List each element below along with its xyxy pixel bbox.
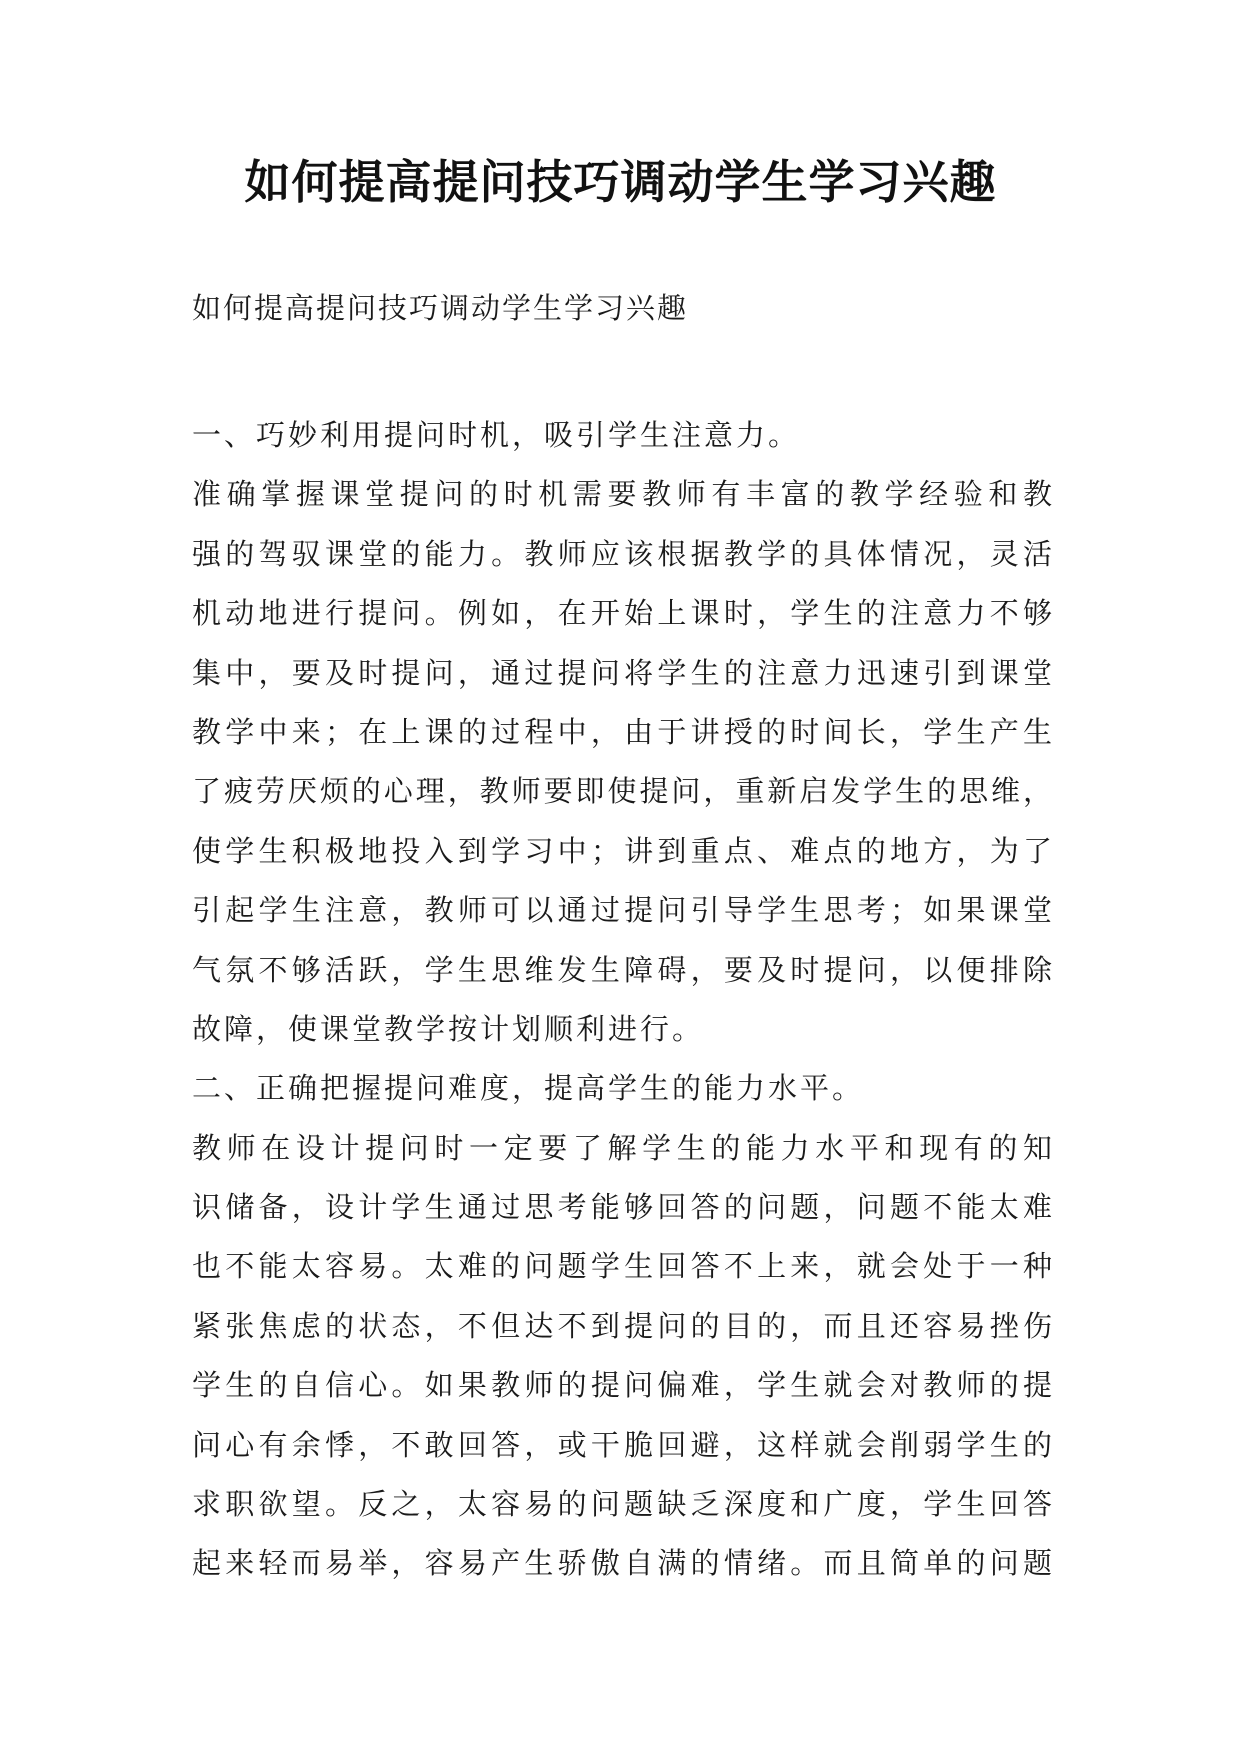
document-body bbox=[192, 406, 1052, 1594]
paragraph-line: 学生的自信心。如果教师的提问偏难，学生就会对教师的提 bbox=[192, 1368, 1052, 1403]
document-subtitle: 如何提高提问技巧调动学生学习兴趣 bbox=[192, 291, 689, 325]
paragraph-line: 集中，要及时提问，通过提问将学生的注意力迅速引到课堂 bbox=[192, 655, 1052, 690]
section-heading-1: 一、巧妙利用提问时机，吸引学生注意力。 bbox=[192, 418, 801, 452]
paragraph-line: 引起学生注意，教师可以通过提问引导学生思考；如果课堂 bbox=[192, 893, 1052, 928]
paragraph-line: 故障，使课堂教学按计划顺利进行。 bbox=[192, 1011, 705, 1046]
paragraph-line: 使学生积极地投入到学习中；讲到重点、难点的地方，为了 bbox=[192, 833, 1052, 868]
document-title: 如何提高提问技巧调动学生学习兴趣 bbox=[244, 155, 997, 209]
paragraph-line: 识储备，设计学生通过思考能够回答的问题，问题不能太难 bbox=[192, 1190, 1052, 1225]
paragraph-line: 问心有余悸，不敢回答，或干脆回避，这样就会削弱学生的 bbox=[192, 1427, 1052, 1462]
paragraph-line: 准确掌握课堂提问的时机需要教师有丰富的教学经验和教 bbox=[192, 477, 1052, 512]
paragraph-line: 也不能太容易。太难的问题学生回答不上来，就会处于一种 bbox=[192, 1249, 1052, 1284]
paragraph-line: 教学中来；在上课的过程中，由于讲授的时间长，学生产生 bbox=[192, 714, 1052, 749]
paragraph-line: 求职欲望。反之，太容易的问题缺乏深度和广度，学生回答 bbox=[192, 1487, 1052, 1522]
paragraph-line: 起来轻而易举，容易产生骄傲自满的情绪。而且简单的问题 bbox=[192, 1546, 1052, 1581]
section-heading-2: 二、正确把握提问难度，提高学生的能力水平。 bbox=[192, 1071, 865, 1106]
paragraph-line: 强的驾驭课堂的能力。教师应该根据教学的具体情况，灵活 bbox=[192, 536, 1052, 571]
paragraph-line: 机动地进行提问。例如，在开始上课时，学生的注意力不够 bbox=[192, 596, 1052, 631]
paragraph-line: 教师在设计提问时一定要了解学生的能力水平和现有的知 bbox=[192, 1130, 1052, 1165]
paragraph-line: 气氛不够活跃，学生思维发生障碍，要及时提问，以便排除 bbox=[192, 952, 1052, 987]
paragraph-line: 紧张焦虑的状态，不但达不到提问的目的，而且还容易挫伤 bbox=[192, 1308, 1052, 1343]
paragraph-line: 了疲劳厌烦的心理，教师要即使提问，重新启发学生的思维， bbox=[192, 774, 1052, 809]
